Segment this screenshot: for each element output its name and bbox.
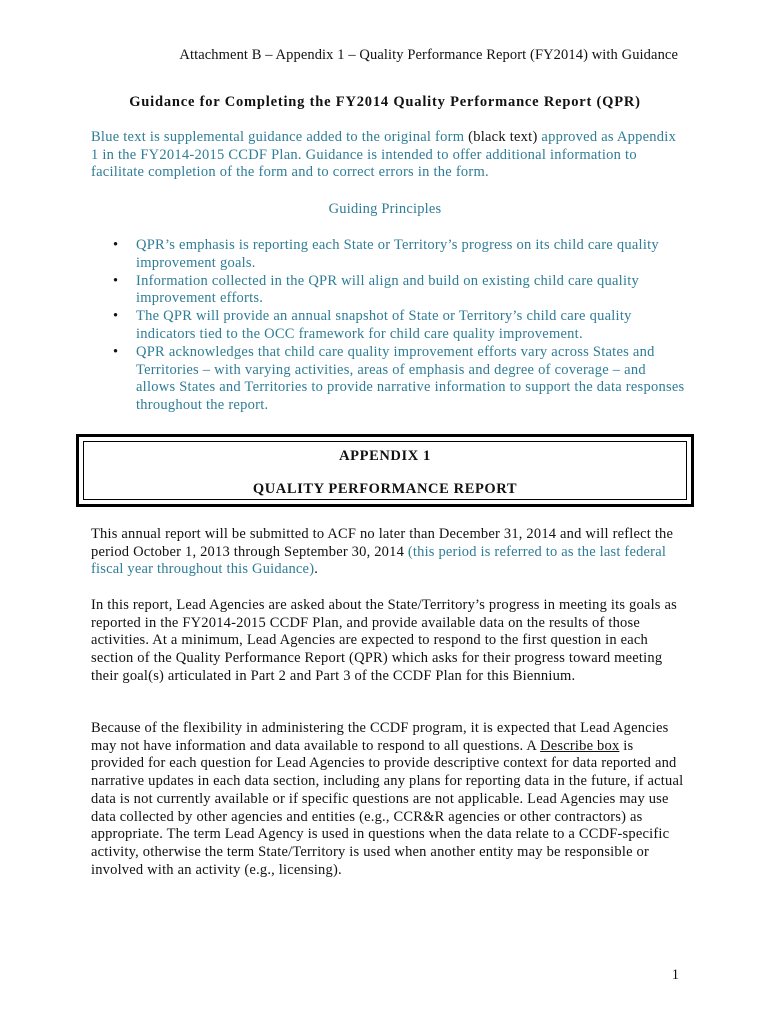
guiding-principles-list xyxy=(111,237,686,415)
page-number: 1 xyxy=(671,967,679,983)
principle-item xyxy=(111,273,686,309)
flexibility-text-2: is provided for each question for Lead Agencies to provide descriptive context for data reported and narrative updates in each data section, including any plans for reporting data in the future, if actual data is not currently available or if specific questions are not applicable. Lead Agencies may use data collected by other agencies and entities (e.g., CCR&R agencies or other contractors) as appropriate. The term Lead Agency is used in questions when the data relate to a CCDF-specific activity, otherwise the term State/Territory is used when another entity may be responsible or involved with an activity (e.g., licensing). xyxy=(91,737,684,878)
principle-text: QPR acknowledges that child care quality improvement efforts vary across States and Territories – with varying activities, areas of emphasis and degree of coverage – and allows States and Territories to provide narrative information to support the data responses throughout the report. xyxy=(136,343,685,414)
intro-guidance-note xyxy=(91,129,681,182)
appendix-label: APPENDIX 1 xyxy=(339,448,431,464)
principle-text: The QPR will provide an annual snapshot of State or Territory’s child care quality indicators tied to the OCC framework for child care quality improvement. xyxy=(136,308,632,342)
submission-guidance-note: (this period is referred to as the last federal fiscal year throughout this Guidance) xyxy=(91,543,667,578)
submission-period: . xyxy=(314,561,319,578)
principle-text: QPR’s emphasis is reporting each State or Territory’s progress on its child care quality improvement goals. xyxy=(136,237,659,271)
principle-text: Information collected in the QPR will align and build on existing child care quality improvement efforts. xyxy=(136,272,640,307)
bullet-icon: • xyxy=(113,237,119,253)
flexibility-paragraph xyxy=(91,720,687,879)
document-title: Guidance for Completing the FY2014 Quality Performance Report (QPR) xyxy=(129,94,641,110)
submission-paragraph xyxy=(91,526,687,579)
principle-item xyxy=(111,308,686,344)
principle-item xyxy=(111,237,686,273)
bullet-icon: • xyxy=(113,308,119,325)
submission-text: This annual report will be submitted to ACF no later than December 31, 2014 and will reflect the period October 1, 2013 through September 30, 2014 xyxy=(91,526,674,560)
bullet-icon: • xyxy=(113,272,119,289)
intro-text-blue-1: Blue text is supplemental guidance added to the original form xyxy=(91,129,469,145)
intro-text-blue-2: approved as Appendix 1 in the FY2014-2015 CCDF Plan. Guidance is intended to offer additional information to facilitate completion of the form and to correct errors in the form. xyxy=(91,129,677,181)
guiding-principles-heading: Guiding Principles xyxy=(328,201,442,217)
intro-text-black: (black text) xyxy=(468,129,538,145)
report-name-label: QUALITY PERFORMANCE REPORT xyxy=(252,481,518,497)
running-header: Attachment B – Appendix 1 – Quality Performance Report (FY2014) with Guidance xyxy=(179,47,678,63)
flexibility-text-1: Because of the flexibility in administering the CCDF program, it is expected that Lead Agencies may not have information and data available to respond to all questions. A xyxy=(91,720,669,754)
bullet-icon: • xyxy=(113,343,119,360)
principle-item xyxy=(111,344,686,415)
describe-box-term: Describe box xyxy=(540,737,620,754)
appendix-title-box xyxy=(76,434,694,507)
progress-paragraph: In this report, Lead Agencies are asked about the State/Territory’s progress in meeting its goals as reported in the FY2014-2015 CCDF Plan, and provide available data on the results of those activities. At a minimum, Lead Agencies are expected to respond to the first question in each section of the Quality Performance Report (QPR) which asks for their progress toward meeting their goal(s) articulated in Part 2 and Part 3 of the CCDF Plan for this Biennium. xyxy=(91,597,677,684)
